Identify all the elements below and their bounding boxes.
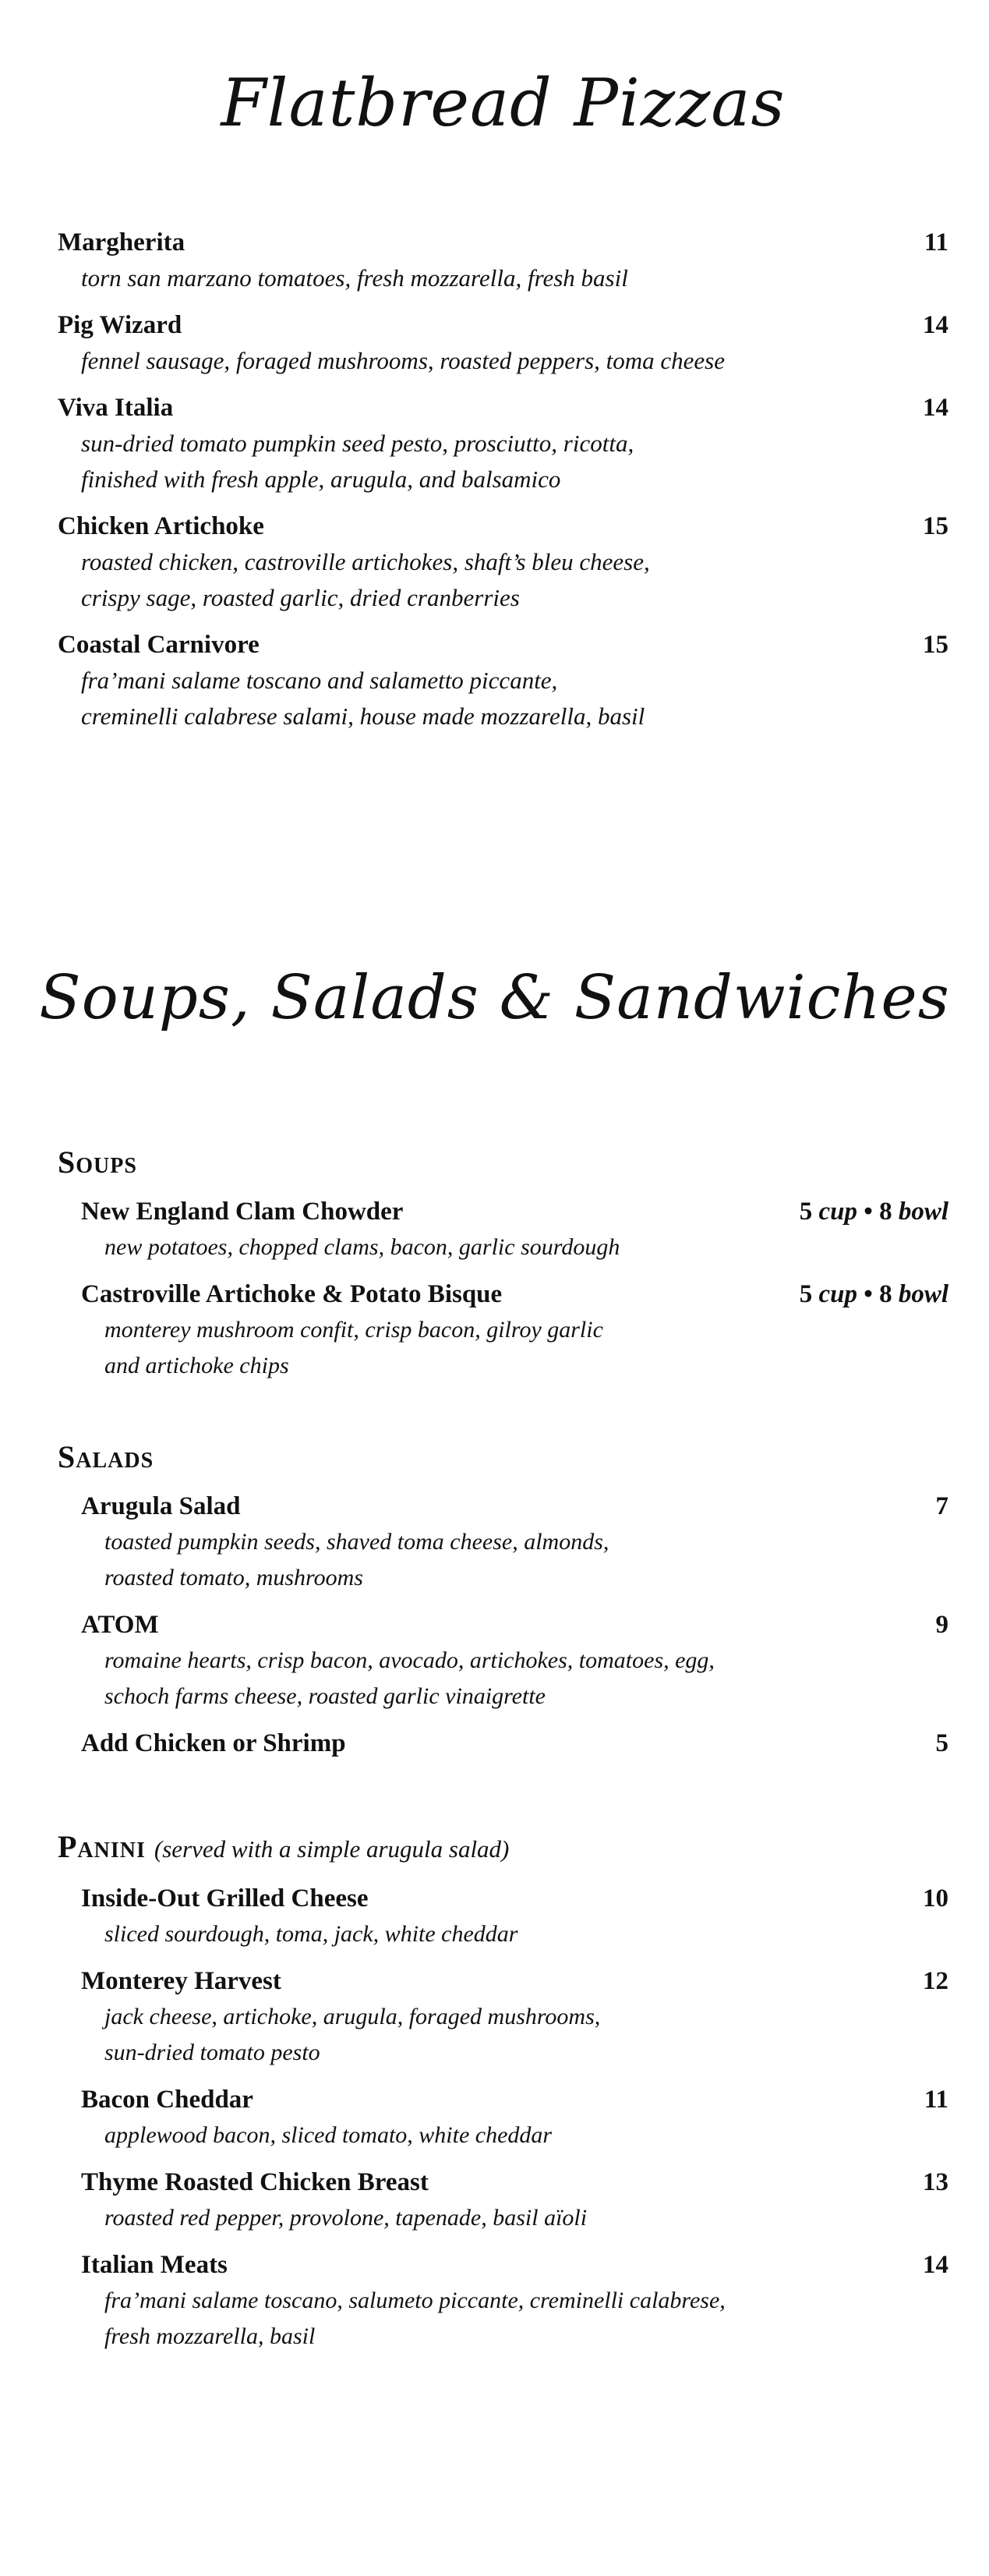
item-price: 9: [935, 1611, 948, 1639]
item-price: 13: [923, 2168, 948, 2196]
item-name: Thyme Roasted Chicken Breast: [81, 2168, 429, 2196]
item-description: [58, 426, 798, 497]
item-price: 14: [923, 2251, 948, 2279]
description-line: creminelli calabrese salami, house made mozzarella, basil: [81, 702, 645, 730]
section-title-text: Salads: [58, 1439, 154, 1474]
menu-item: [81, 1488, 948, 1596]
description-line: fra’mani salame toscano, salumeto piccante, creminelli calabrese,: [104, 2288, 726, 2313]
description-line: jack cheese, artichoke, arugula, foraged mushrooms,: [104, 2004, 601, 2029]
menu-item: [81, 1607, 948, 1714]
description-line: and artichoke chips: [104, 1353, 289, 1378]
bowl-label: bowl: [898, 1198, 948, 1226]
bowl-label: bowl: [898, 1280, 948, 1308]
item-name: Coastal Carnivore: [58, 631, 260, 659]
item-price: 12: [923, 1967, 948, 1995]
item-description: [81, 1999, 821, 2071]
menu-item: [58, 508, 948, 616]
item-description: [58, 663, 798, 734]
section-title: [58, 1827, 948, 1870]
item-description: [81, 2200, 821, 2236]
item-description: [81, 2283, 821, 2355]
item-price: 15: [923, 631, 948, 659]
item-price: 11: [924, 228, 948, 257]
item-description: [81, 1643, 821, 1714]
section-title-text: Soups: [58, 1145, 137, 1180]
section-title: [58, 1142, 948, 1183]
description-line: sun-dried tomato pesto: [104, 2040, 320, 2065]
item-price: 14: [923, 394, 948, 422]
section-title-text: Panini: [58, 1829, 146, 1864]
item-price: [800, 1194, 948, 1230]
menu-item: [81, 2082, 948, 2153]
description-line: sun-dried tomato pumpkin seed pesto, prosciutto, ricotta,: [81, 430, 634, 457]
cup-price: 5: [799, 1280, 813, 1308]
menu-item: [58, 390, 948, 497]
flatbread-pizzas-heading: Flatbread Pizzas: [221, 65, 786, 141]
price-separator: •: [864, 1280, 873, 1308]
cup-label: cup: [818, 1198, 857, 1226]
item-name: Chicken Artichoke: [58, 512, 264, 540]
menu-item: [81, 1276, 948, 1384]
description-line: roasted tomato, mushrooms: [104, 1565, 363, 1591]
section-note: (served with a simple arugula salad): [154, 1835, 510, 1863]
item-description: [81, 2118, 821, 2153]
item-name: Italian Meats: [81, 2251, 228, 2279]
description-line: finished with fresh apple, arugula, and balsamico: [81, 465, 561, 493]
item-description: [58, 260, 798, 296]
description-line: applewood bacon, sliced tomato, white cheddar: [104, 2122, 553, 2148]
description-line: monterey mushroom confit, crisp bacon, gilroy garlic: [104, 1317, 603, 1343]
menu-item: [58, 627, 948, 734]
description-line: romaine hearts, crisp bacon, avocado, artichokes, tomatoes, egg,: [104, 1647, 715, 1673]
section-title: [58, 1437, 948, 1477]
item-name: Add Chicken or Shrimp: [81, 1729, 346, 1757]
panini-section: [58, 1827, 948, 2365]
menu-item: [81, 2247, 948, 2355]
salads-section: [58, 1437, 948, 1772]
soups-salads-sandwiches-heading: Soups, Salads & Sandwiches: [39, 963, 950, 1033]
item-name: New England Clam Chowder: [81, 1198, 404, 1226]
description-line: sliced sourdough, toma, jack, white cheddar: [104, 1921, 518, 1947]
menu-item: [81, 1963, 948, 2071]
menu-item: [58, 225, 948, 296]
item-price: 5: [935, 1729, 948, 1757]
cup-price: 5: [799, 1198, 813, 1226]
menu-item: [81, 1194, 948, 1265]
soups-section: [58, 1142, 948, 1395]
description-line: fennel sausage, foraged mushrooms, roasted peppers, toma cheese: [81, 347, 725, 374]
description-line: fra’mani salame toscano and salametto piccante,: [81, 667, 558, 694]
item-price: 15: [923, 512, 948, 540]
description-line: roasted chicken, castroville artichokes, shaft’s bleu cheese,: [81, 548, 650, 575]
description-line: fresh mozzarella, basil: [104, 2323, 316, 2349]
item-name: Inside-Out Grilled Cheese: [81, 1884, 369, 1913]
bowl-price: 8: [879, 1280, 892, 1308]
item-description: [58, 343, 798, 379]
menu-item: [81, 1881, 948, 1952]
menu-item: [58, 307, 948, 379]
item-name: Pig Wizard: [58, 311, 182, 339]
item-description: [81, 1230, 821, 1265]
description-line: new potatoes, chopped clams, bacon, garlic sourdough: [104, 1234, 620, 1260]
item-price: [800, 1276, 948, 1312]
price-separator: •: [864, 1198, 873, 1226]
item-description: [81, 1916, 821, 1952]
item-name: Monterey Harvest: [81, 1967, 281, 1995]
item-name: Viva Italia: [58, 394, 174, 422]
description-line: schoch farms cheese, roasted garlic vinaigrette: [104, 1683, 546, 1709]
item-description: [81, 1524, 821, 1596]
item-name: Margherita: [58, 228, 185, 257]
item-price: 7: [935, 1492, 948, 1520]
description-line: crispy sage, roasted garlic, dried cranberries: [81, 584, 520, 611]
item-price: 11: [924, 2086, 948, 2114]
cup-label: cup: [818, 1280, 857, 1308]
item-description: [81, 1312, 821, 1384]
menu-item: [81, 1725, 948, 1761]
item-price: 10: [923, 1884, 948, 1913]
item-name: Bacon Cheddar: [81, 2086, 253, 2114]
item-name: ATOM: [81, 1611, 159, 1639]
flatbread-list: [58, 225, 948, 745]
bowl-price: 8: [879, 1198, 892, 1226]
description-line: roasted red pepper, provolone, tapenade, basil aïoli: [104, 2205, 588, 2231]
item-name: Arugula Salad: [81, 1492, 241, 1520]
item-price: 14: [923, 311, 948, 339]
description-line: toasted pumpkin seeds, shaved toma cheese, almonds,: [104, 1529, 609, 1555]
item-name: Castroville Artichoke & Potato Bisque: [81, 1280, 503, 1308]
description-line: torn san marzano tomatoes, fresh mozzarella, fresh basil: [81, 264, 628, 292]
item-description: [58, 544, 798, 616]
menu-item: [81, 2164, 948, 2236]
